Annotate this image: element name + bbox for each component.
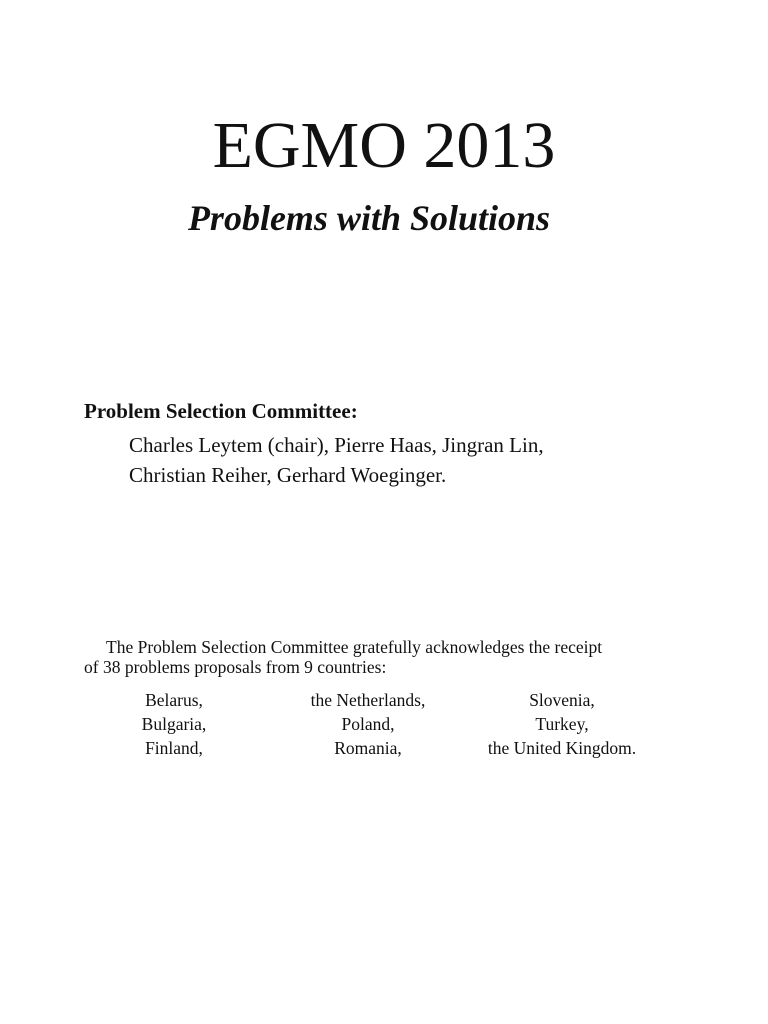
committee-members-line-2: Christian Reiher, Gerhard Woeginger. [129,463,447,487]
committee-heading: Problem Selection Committee: [84,399,358,423]
document-subtitle: Problems with Solutions [187,198,551,238]
acknowledgement-line-2: of 38 problems proposals from 9 countries: [84,657,387,677]
country-poland: Poland, [341,714,395,734]
country-turkey: Turkey, [535,714,589,734]
country-belarus: Belarus, [145,690,203,710]
country-bulgaria: Bulgaria, [141,714,207,734]
country-netherlands: the Netherlands, [310,690,426,710]
country-slovenia: Slovenia, [529,690,595,710]
country-united-kingdom: the United Kingdom. [487,738,637,758]
document-title: EGMO 2013 [212,109,556,182]
country-finland: Finland, [145,738,203,758]
committee-members-line-1: Charles Leytem (chair), Pierre Haas, Jingran Lin, [129,433,544,457]
acknowledgement-line-1: The Problem Selection Committee gratefully acknowledges the receipt [106,637,603,657]
country-romania: Romania, [334,738,402,758]
country-column-3 [442,688,682,760]
